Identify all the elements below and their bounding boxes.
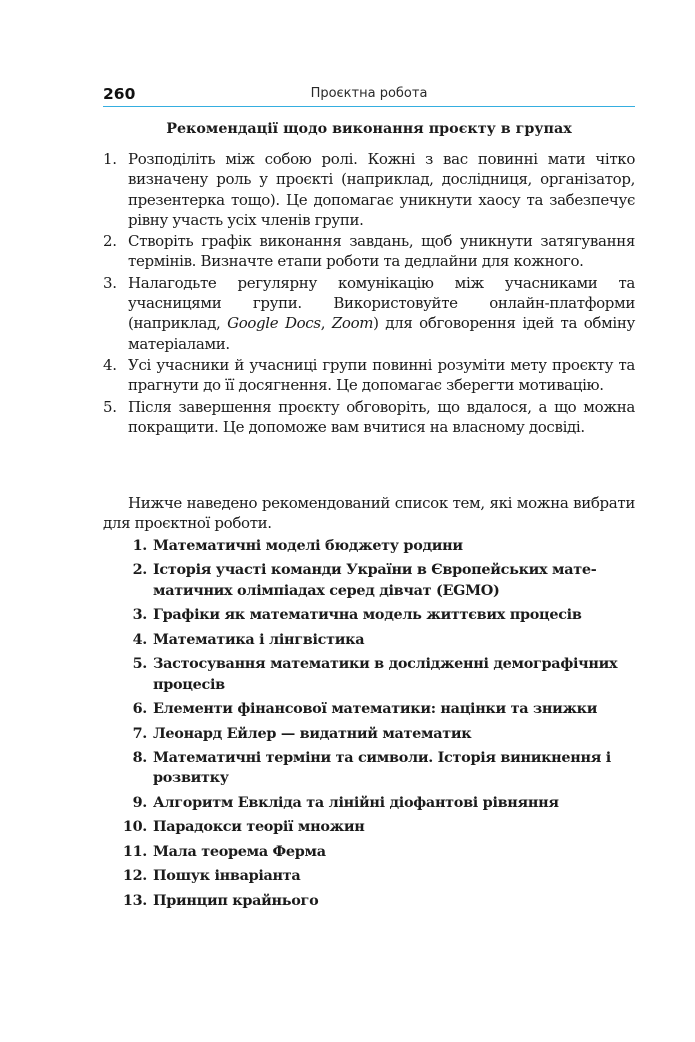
topic-number: 12. [122, 867, 147, 885]
page-number: 260 [103, 85, 136, 103]
topic-item [103, 817, 635, 837]
topic-item [103, 654, 635, 695]
recommendation-number: 5. [103, 397, 117, 416]
topic-title: Леонард Ейлер — видатний математик [153, 724, 472, 742]
topic-number: 6. [132, 700, 147, 718]
recommendation-item [103, 149, 635, 230]
recommendation-text: Після завершення проєкту обговоріть, що вдалося, а що можна покращити. Це допоможе вам вчитися на власному досвіді. [128, 397, 635, 436]
platform-name-zoom: Zoom [331, 314, 374, 333]
topic-item [103, 724, 635, 744]
recommendation-number: 4. [103, 355, 117, 374]
topic-title: Елементи фінансової математики: націнки та знижки [153, 700, 598, 718]
topic-title: Принцип крайнього [153, 891, 319, 909]
recommendation-item [103, 273, 635, 354]
topic-title: Застосування математики в дослідженні демографічних процесів [153, 655, 618, 693]
topic-title: Математика і лінгвістика [153, 630, 365, 648]
topic-item [103, 842, 635, 862]
running-title: Проєктна робота [310, 86, 428, 101]
topic-number: 3. [132, 606, 147, 624]
topic-title: Графіки як математична модель життєвих процесів [153, 606, 582, 624]
recommendation-number: 1. [103, 150, 117, 168]
section-heading: Рекомендації щодо виконання проєкту в групах [166, 121, 572, 137]
header-rule [103, 106, 635, 107]
page-header [103, 84, 635, 106]
topic-item [103, 748, 635, 789]
recommendation-number: 3. [103, 273, 117, 292]
platform-name-google-docs: Google Docs [227, 314, 321, 333]
topic-item [103, 630, 635, 650]
topic-number: 4. [132, 630, 147, 648]
topic-number: 5. [132, 655, 147, 673]
topic-item [103, 793, 635, 813]
topic-number: 10. [122, 818, 147, 836]
topic-number: 8. [132, 748, 147, 766]
topic-title: Історія участі команди України в Європейських математичних олімпіадах серед дівчат (EGMO) [153, 561, 597, 599]
recommendation-number: 2. [103, 232, 117, 251]
recommendation-item [103, 355, 635, 396]
topic-number: 9. [132, 793, 147, 811]
topics-list [103, 536, 635, 915]
topic-item [103, 536, 635, 556]
topic-number: 13. [122, 891, 147, 909]
topic-item [103, 891, 635, 911]
text-segment: ) для обговорення ідей та обміну матеріалами. [128, 314, 635, 353]
topic-item [103, 605, 635, 625]
topic-title: Мала теорема Ферма [153, 842, 326, 860]
topic-number: 2. [132, 561, 147, 579]
recommendation-text: Розподіліть між собою ролі. Кожні з вас повинні мати чітко визначену роль у проєкті (наприклад, дослідниця, організатор, презентерка тощо). Це допомагає уникнути хаосу та забезпечує рівну участь усіх членів групи. [128, 150, 635, 229]
text-segment: , [320, 314, 332, 333]
recommendation-text: Створіть графік виконання завдань, щоб уникнути затягування термінів. Визначте етапи роботи та дедлайни для кожного. [128, 232, 635, 271]
topic-title: Математичні моделі бюджету родини [153, 537, 463, 554]
topic-number: 1. [132, 537, 147, 554]
topic-item [103, 699, 635, 719]
topic-number: 7. [132, 724, 147, 742]
topic-title: Алгоритм Евкліда та лінійні діофантові рівняння [153, 793, 559, 811]
recommendation-text [128, 274, 635, 353]
topic-title: Пошук інваріанта [153, 867, 301, 885]
topic-title: Парадокси теорії множин [153, 818, 365, 836]
text-segment: Налагодьте регулярну комунікацію між учасниками та учасницями групи. Використовуйте онлайн-платформи (наприклад, [128, 273, 635, 333]
recommendation-item [103, 397, 635, 438]
recommendations-list [103, 149, 635, 438]
recommendation-text: Усі учасники й учасниці групи повинні розуміти мету проєкту та прагнути до її досягнення. Це допомагає зберегти мотивацію. [128, 355, 635, 395]
topic-number: 11. [122, 842, 147, 860]
topic-item [103, 560, 635, 601]
topic-title: Математичні терміни та символи. Історія виникнення і розвитку [153, 748, 611, 787]
topic-item [103, 866, 635, 886]
topics-intro: Нижче наведено рекомендований список тем, які можна вибрати для проєктної роботи. [103, 494, 635, 533]
recommendation-item [103, 231, 635, 272]
